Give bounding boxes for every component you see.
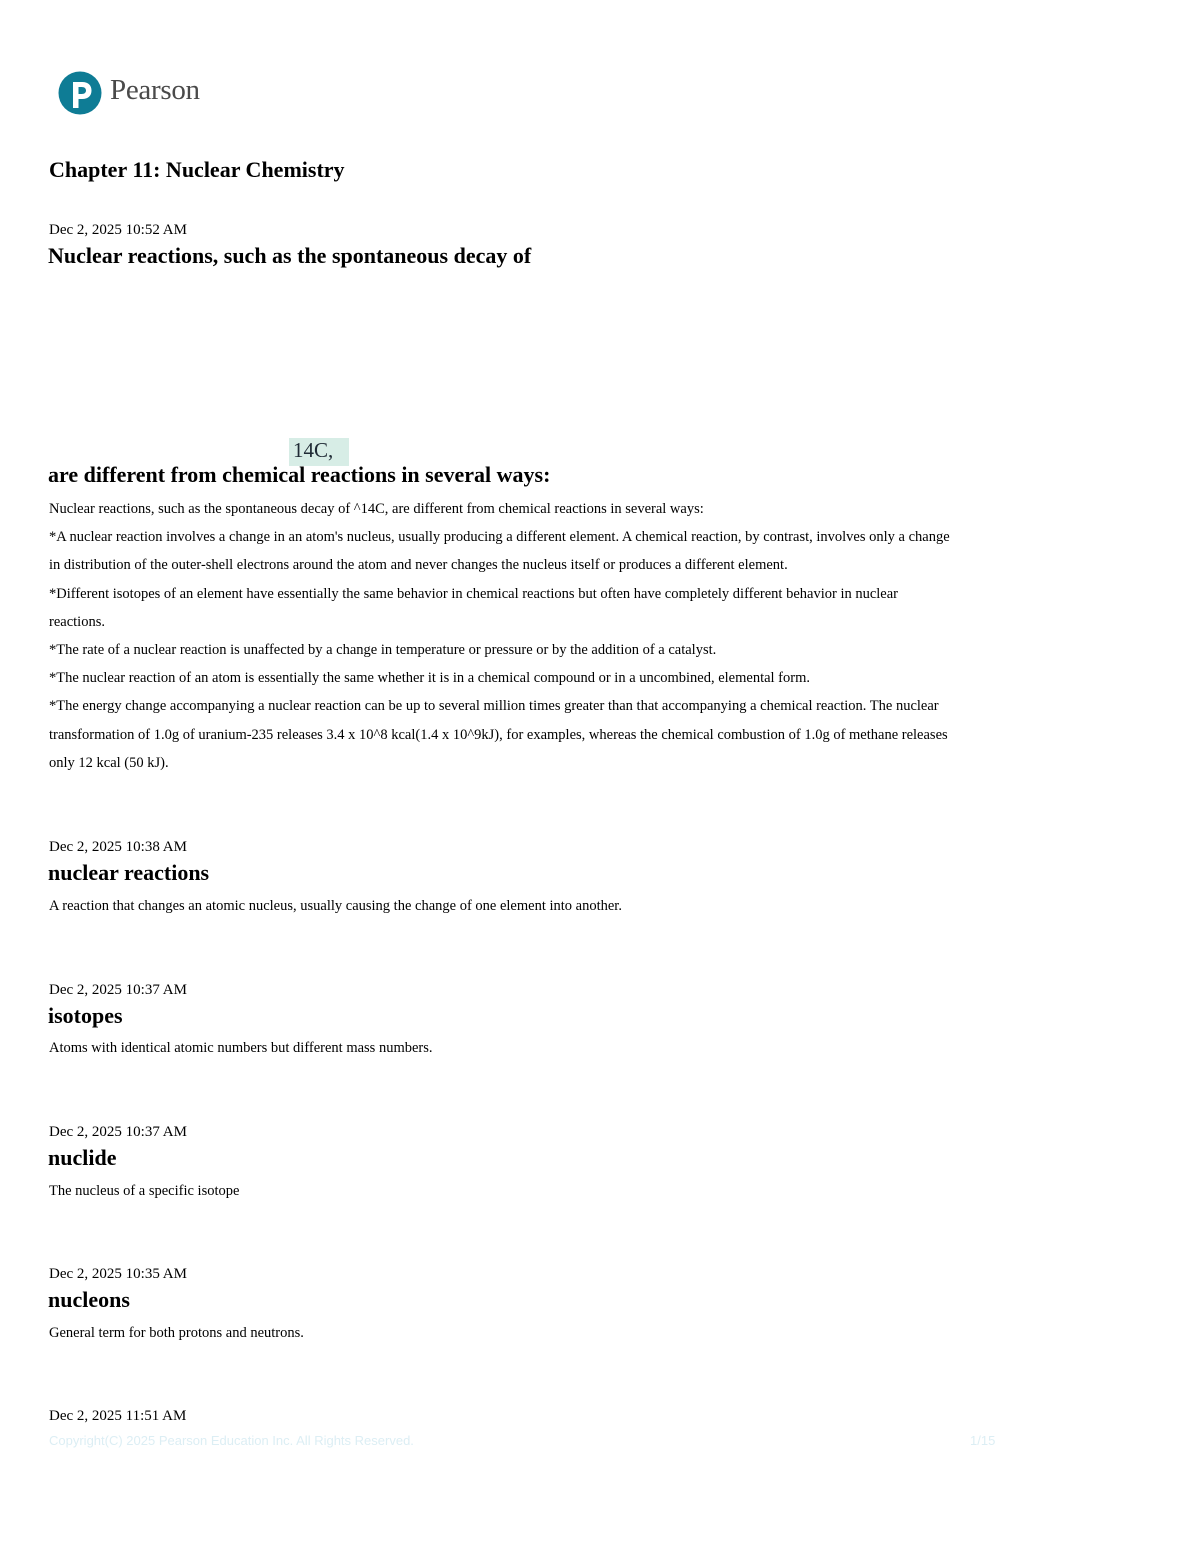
note-date: Dec 2, 2025 10:37 AM <box>49 982 187 998</box>
body-line: *The nuclear reaction of an atom is essentially the same whether it is in a chemical compound or in a uncombined, elemental form. <box>49 670 810 687</box>
note-body <box>49 495 1099 777</box>
page-number: 1/15 <box>970 1433 996 1448</box>
note-date: Dec 2, 2025 11:51 AM <box>49 1408 187 1424</box>
pearson-logo-icon <box>58 71 102 115</box>
note-body: Atoms with identical atomic numbers but different mass numbers. <box>49 1040 433 1056</box>
body-line: in distribution of the outer-shell electrons around the atom and never changes the nucleus itself or produces a different element. <box>49 557 788 574</box>
body-line: *The energy change accompanying a nuclear reaction can be up to several million times greater than that accompanying a chemical reaction. The nuclear <box>49 698 939 715</box>
note-body: The nucleus of a specific isotope <box>49 1183 240 1199</box>
body-line: only 12 kcal (50 kJ). <box>49 754 169 771</box>
note-heading: nuclide <box>48 1145 117 1170</box>
body-line: *Different isotopes of an element have essentially the same behavior in chemical reactions but often have completely different behavior in nuclear <box>49 585 899 602</box>
body-line: reactions. <box>49 613 105 630</box>
body-line: *The rate of a nuclear reaction is unaffected by a change in temperature or pressure or by the addition of a catalyst. <box>49 642 717 659</box>
note-body: A reaction that changes an atomic nucleus, usually causing the change of one element into another. <box>49 898 622 914</box>
chapter-title: Chapter 11: Nuclear Chemistry <box>49 157 345 182</box>
note-body: General term for both protons and neutrons. <box>49 1325 304 1341</box>
body-line: *A nuclear reaction involves a change in an atom's nucleus, usually producing a different element. A chemical reaction, by contrast, involves only a change <box>49 529 950 546</box>
note-date: Dec 2, 2025 10:38 AM <box>49 839 187 855</box>
note-date: Dec 2, 2025 10:35 AM <box>49 1266 187 1282</box>
isotope-label: 14C, <box>293 438 334 462</box>
note-date: Dec 2, 2025 10:52 AM <box>49 222 187 238</box>
logo-wordmark: Pearson <box>110 74 200 106</box>
note-heading: nucleons <box>48 1287 130 1312</box>
note-heading: Nuclear reactions, such as the spontaneous decay of <box>48 243 532 268</box>
footer-copyright: Copyright(C) 2025 Pearson Education Inc. All Rights Reserved. <box>49 1433 414 1448</box>
note-date: Dec 2, 2025 10:37 AM <box>49 1124 187 1140</box>
note-heading-continued: are different from chemical reactions in several ways: <box>48 462 551 487</box>
note-heading: nuclear reactions <box>48 860 210 885</box>
note-heading: isotopes <box>48 1003 123 1028</box>
body-line: transformation of 1.0g of uranium-235 releases 3.4 x 10^8 kcal(1.4 x 10^9kJ), for examples, whereas the chemical combustion of 1.0g of methane releases <box>49 726 948 743</box>
body-line: Nuclear reactions, such as the spontaneous decay of ^14C, are different from chemical reactions in several ways: <box>49 501 704 517</box>
